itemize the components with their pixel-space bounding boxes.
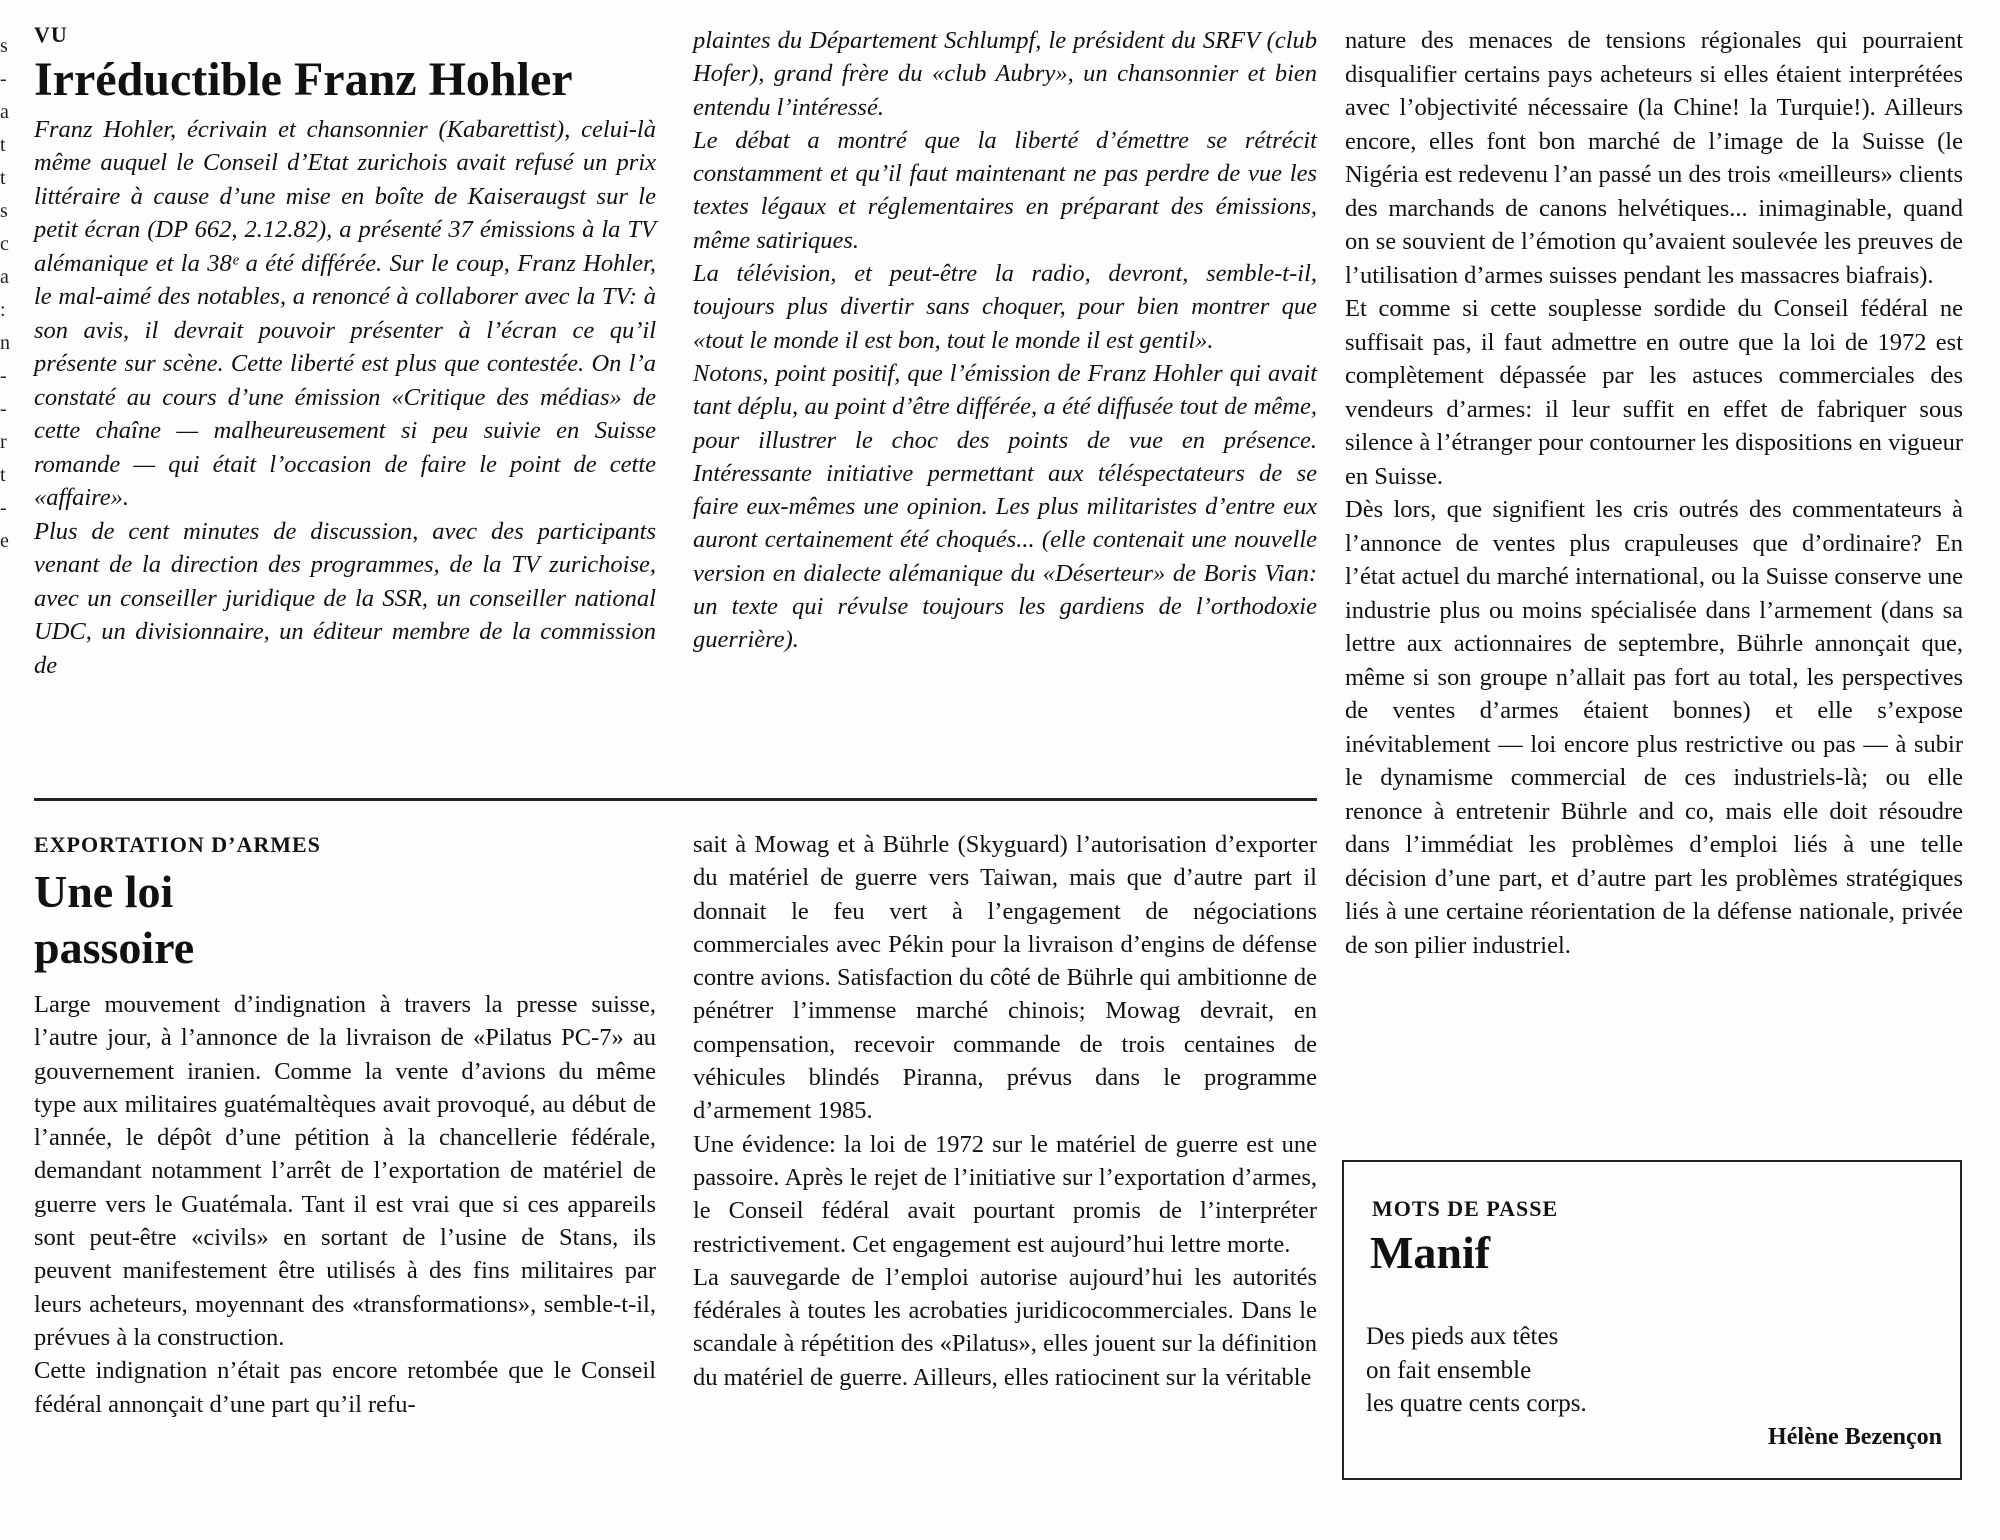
margin-char: - [0,398,7,420]
margin-char: : [0,299,6,321]
poem-line: les quatre cents corps. [1366,1390,1587,1417]
export-paragraph: Dès lors, que signifient les cris outrés des commentateurs à l’annonce de ventes plus crapuleuses que d’ordinaire? En l’état actuel du marché international, ou la Suisse conserve une industrie plus ou moins spécialisée dans l’armement (dans sa lettre aux actionnaires de septembre, Bührle annonçait que, même si son groupe n’allait pas fort au total, les perspectives de ventes d’armes étaient bonnes) et elle s’expose inévitablement — loi encore plus restrictive ou pas — à subir le dynamisme commercial de ces industriels-là; ou elle renonce à entretenir Bührle and co, mais elle doit résoudre dans l’immédiat les problèmes d’emploi liés à une telle décision d’une part, et d’autre part les problèmes stratégiques liés à une certaine réorientation de la défense nationale, privée de son pilier industriel. [1345,496,1963,959]
export-paragraph: Une évidence: la loi de 1972 sur le matériel de guerre est une passoire. Après le rejet de l’initiative sur l’exportation d’armes, le Conseil fédéral avait pourtant promis de l’interpréter restrictivement. Cet engagement est aujourd’hui lettre morte. [693,1130,1317,1258]
export-title-line: Une loi [34,866,174,917]
margin-char: - [0,68,7,90]
export-paragraph: nature des menaces de tensions régionales qui pourraient disqualifier certains pays acheteurs si elles étaient interprétées avec l’objectivité nécessaire (la Chine! la Turquie!). Ailleurs encore, elles font bon marché de l’image de la Suisse (le Nigéria est redevenu l’an passé un des trois «meilleurs» clients des marchands de canons helvétiques... inimaginable, quand on se souvient de l’émotion qu’avaient soulevée les preuves de l’utilisation d’armes suisses pendant les massacres biafrais). [1345,27,1963,289]
vu-title: Irréductible Franz Hohler [34,53,573,106]
mots-de-passe-box [1342,1160,1962,1480]
margin-char: - [0,365,7,387]
margin-char: r [0,431,7,453]
export-title-line: passoire [34,922,195,973]
vu-article-column-2 [693,24,1317,657]
poem-author: Hélène Bezençon [1768,1424,1942,1450]
export-paragraph: La sauvegarde de l’emploi autorise aujourd’hui les autorités fédérales à toutes les acrobaties juridicocommerciales. Dans le scandale à répétition des «Pilatus», elles jouent sur la définition du matériel de guerre. Ailleurs, elles ratiocinent sur la véritable [693,1263,1317,1391]
margin-char: s [0,35,8,57]
poem-line: Des pieds aux têtes [1366,1323,1559,1350]
vu-paragraph: Franz Hohler, écrivain et chansonnier (Kabarettist), celui-là même auquel le Conseil d’Etat zurichois avait refusé un prix littéraire à cause d’une mise en boîte de Kaiseraugst sur le petit écran (DP 662, 2.12.82), a présenté 37 émissions à la TV alémanique et la 38ᵉ a été différée. Sur le coup, Franz Hohler, le mal-aimé des notables, a renoncé à collaborer avec la TV: à son avis, il devrait pouvoir présenter à l’écran ce qu’il présente sur scène. Cette liberté est plus que contestée. On l’a constaté au cours d’une émission «Critique des médias» de cette chaîne — malheureusement si peu suivie en Suisse romande — qui était l’occasion de faire le point de cette «affaire». [34,115,656,512]
mots-title: Manif [1370,1227,1491,1278]
vu-paragraph: Plus de cent minutes de discussion, avec des participants venant de la direction des programmes, de la TV zurichoise, avec un conseiller juridique de la SSR, un conseiller national UDC, un divisionnaire, un éditeur membre de la commission de [34,517,656,679]
export-paragraph: Large mouvement d’indignation à travers la presse suisse, l’autre jour, à l’annonce de la livraison de «Pilatus PC-7» au gouvernement iranien. Comme la vente d’avions du même type aux militaires guatémaltèques avait provoqué, au début de l’année, le dépôt d’une pétition à la chancellerie fédérale, demandant notamment l’arrêt de l’exportation de matériel de guerre vers le Guatémala. Tant il est vrai que si ces appareils sont peut-être «civils» en sortant de l’usine de Stans, ils peuvent manifestement être utilisés à des fins militaires par leurs acheteurs, moyennant des «transformations», semble-t-il, prévues à la construction. [34,991,656,1351]
margin-char: t [0,134,6,156]
vu-kicker: VU [34,22,68,47]
export-paragraph: sait à Mowag et à Bührle (Skyguard) l’autorisation d’exporter du matériel de guerre vers Taiwan, mais que d’autre part il donnait le feu vert à l’engagement de négociations commerciales avec Pékin pour la livraison d’engins de défense contre avions. Satisfaction du côté de Bührle qui ambitionne de pénétrer l’immense marché chinois; Mowag devrait, en compensation, recevoir commande de trois centaines de véhicules blindés Piranna, prévus dans le programme d’armement 1985. [693,831,1317,1125]
margin-char: n [0,332,10,354]
vu-paragraph: La télévision, et peut-être la radio, devront, semble-t-il, toujours plus divertir sans choquer, pour bien montrer que «tout le monde il est bon, tout le monde il est gentil». [693,260,1317,354]
vu-paragraph: plaintes du Département Schlumpf, le président du SRFV (club Hofer), grand frère du «club Aubry», un chansonnier et bien entendu l’intéressé. [693,27,1317,121]
margin-char: - [0,497,7,519]
vu-paragraph: Notons, point positif, que l’émission de Franz Hohler qui avait tant déplu, au point d’être différée, a été diffusée tout de même, pour illustrer le choc des points de vue en présence. Intéressante initiative permettant aux téléspectateurs de se faire eux-mêmes une opinion. Les plus militaristes d’entre eux auront certainement été choqués... (elle contenait une nouvelle version en dialecte alémanique du «Déserteur» de Boris Vian: un texte qui révulse toujours les gardiens de l’orthodoxie guerrière). [693,359,1317,654]
margin-char: e [0,530,9,552]
margin-fragments [0,30,18,558]
export-paragraph: Cette indignation n’était pas encore retombée que le Conseil fédéral annonçait d’une part qu’il refu- [34,1357,656,1418]
poem [1366,1320,1587,1421]
margin-char: t [0,464,6,486]
export-article-column-2 [693,828,1317,1394]
export-article-column-3 [1345,24,1963,962]
poem-line: on fait ensemble [1366,1356,1532,1384]
margin-char: t [0,167,6,189]
margin-char: s [0,200,8,222]
mots-kicker: MOTS DE PASSE [1372,1196,1559,1221]
vu-article-column-1 [34,22,656,682]
export-kicker: EXPORTATION D’ARMES [34,832,321,857]
export-paragraph: Et comme si cette souplesse sordide du Conseil fédéral ne suffisait pas, il faut admettre en outre que la loi de 1972 est complètement dépassée par les astuces commerciales des vendeurs d’armes: il leur suffit en effet de fabriquer sous silence à l’étranger pour contourner les dispositions en vigueur en Suisse. [1345,295,1963,490]
export-title [34,864,656,976]
section-divider [34,798,1317,801]
margin-char: a [0,266,9,288]
vu-paragraph: Le débat a montré que la liberté d’émettre se rétrécit constamment et qu’il faut maintenant ne pas perdre de vue les textes légaux et réglementaires en préparant des émissions, même satiriques. [693,126,1317,254]
margin-char: a [0,101,9,123]
margin-char: c [0,233,9,255]
export-article-column-1 [34,832,656,1421]
